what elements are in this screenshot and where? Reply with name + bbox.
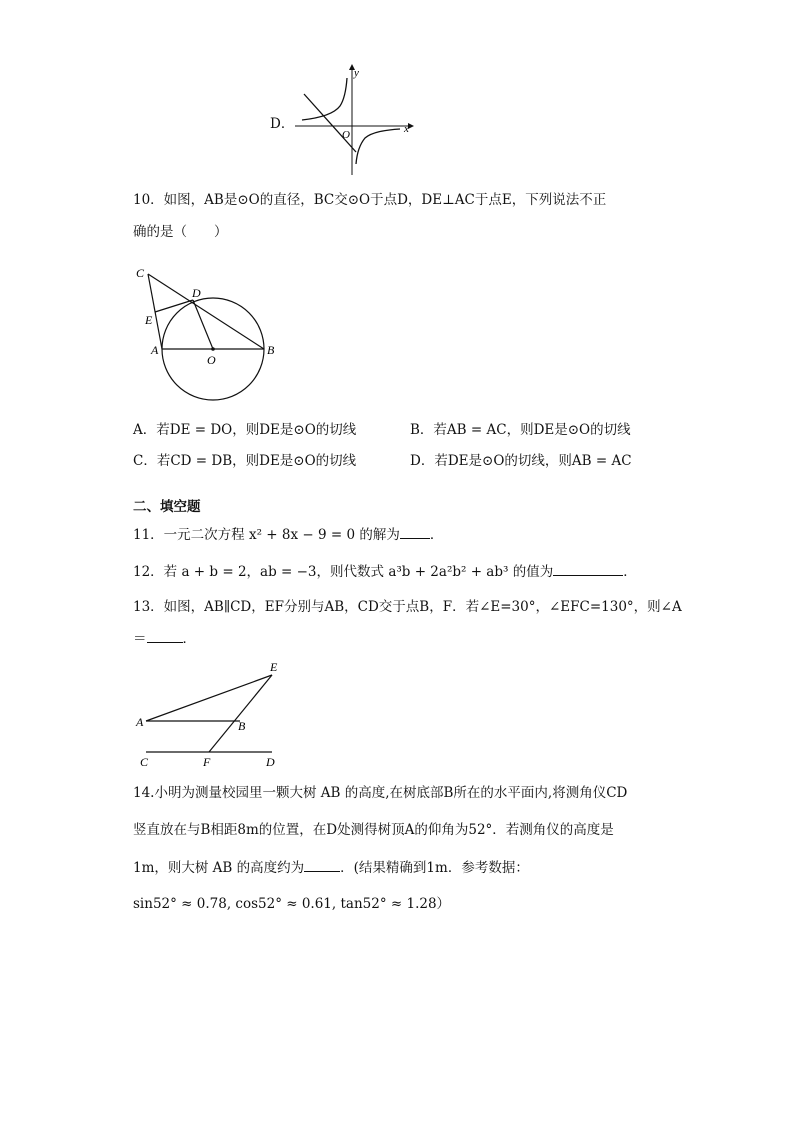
q9-option-d-label: D． — [270, 116, 295, 132]
q14-stem-line1: 14.小明为测量校园里一颗大树 AB 的高度,在树底部B所在的水平面内,将测角仪CD — [133, 785, 628, 801]
q10-option-c: C．若CD = DB，则DE是⊙O的切线 — [133, 453, 357, 469]
q13-figure — [132, 655, 292, 770]
q10-stem-line2: 确的是（ ） — [133, 224, 228, 240]
point-f-label: F — [203, 755, 211, 769]
q14-text: 1m，则大树 AB 的高度约为 — [133, 860, 305, 876]
q10-option-a: A．若DE = DO，则DE是⊙O的切线 — [133, 422, 357, 438]
q14-line3 — [133, 857, 529, 878]
point-e-label: E — [145, 313, 153, 327]
point-c-label: C — [140, 755, 149, 769]
point-d-label: D — [192, 286, 201, 300]
x-axis-label: x — [404, 123, 409, 135]
q13-end: ． — [182, 631, 196, 647]
point-d-label: D — [266, 755, 275, 769]
q14-stem-line2: 竖直放在与B相距8m的位置，在D处测得树顶A的仰角为52°．若测角仪的高度是 — [133, 822, 614, 838]
segment-do — [193, 300, 213, 349]
q12-answer-blank[interactable] — [553, 561, 623, 576]
q13-answer-blank[interactable] — [147, 628, 183, 643]
point-c-label: C — [136, 266, 145, 280]
point-o-label: O — [207, 353, 216, 367]
q14-text-after: ．(结果精确到1m．参考数据： — [340, 860, 529, 876]
q12-end: ． — [623, 564, 637, 580]
q11-answer-blank[interactable] — [400, 524, 430, 539]
q11-line — [133, 524, 443, 545]
point-a-label: A — [136, 715, 144, 729]
x-axis-arrow — [408, 123, 414, 129]
segment-de — [155, 300, 193, 312]
q10-option-b: B．若AB = AC，则DE是⊙O的切线 — [410, 422, 631, 438]
q14-reference-data: sin52° ≈ 0.78, cos52° ≈ 0.61, tan52° ≈ 1.28） — [133, 896, 451, 912]
q12-line — [133, 561, 637, 582]
point-a-label: A — [151, 343, 159, 357]
linear-function-line — [304, 94, 356, 152]
q11-text: 11．一元二次方程 x² + 8x − 9 = 0 的解为 — [133, 527, 400, 543]
q11-end: ． — [429, 527, 444, 543]
q13-equals: ＝ — [133, 631, 147, 647]
q9-option-d-graph — [290, 60, 420, 180]
q10-figure — [130, 262, 290, 407]
y-axis-label: y — [354, 67, 359, 79]
point-b-label: B — [267, 343, 275, 357]
origin-label: O — [342, 129, 350, 141]
segment-bc — [148, 274, 264, 349]
hyperbola-branch-lower — [356, 129, 400, 164]
q12-text: 12．若 a + b = 2，ab = −3，则代数式 a³b + 2a²b² + ab³ 的值为 — [133, 564, 554, 580]
q13-stem-line1: 13．如图，AB∥CD，EF分别与AB，CD交于点B，F．若∠E=30°，∠EFC=130°，则∠A — [133, 599, 682, 615]
point-e-label: E — [270, 660, 278, 674]
q10-stem-line1: 10．如图，AB是⊙O的直径，BC交⊙O于点D，DE⊥AC于点E，下列说法不正 — [133, 192, 607, 208]
section-title-fill-in: 二、填空题 — [133, 499, 201, 515]
center-dot — [211, 347, 215, 351]
q10-option-d: D．若DE是⊙O的切线，则AB = AC — [410, 453, 632, 469]
q13-line2 — [133, 628, 196, 649]
q14-answer-blank[interactable] — [304, 857, 340, 872]
point-b-label: B — [238, 719, 246, 733]
